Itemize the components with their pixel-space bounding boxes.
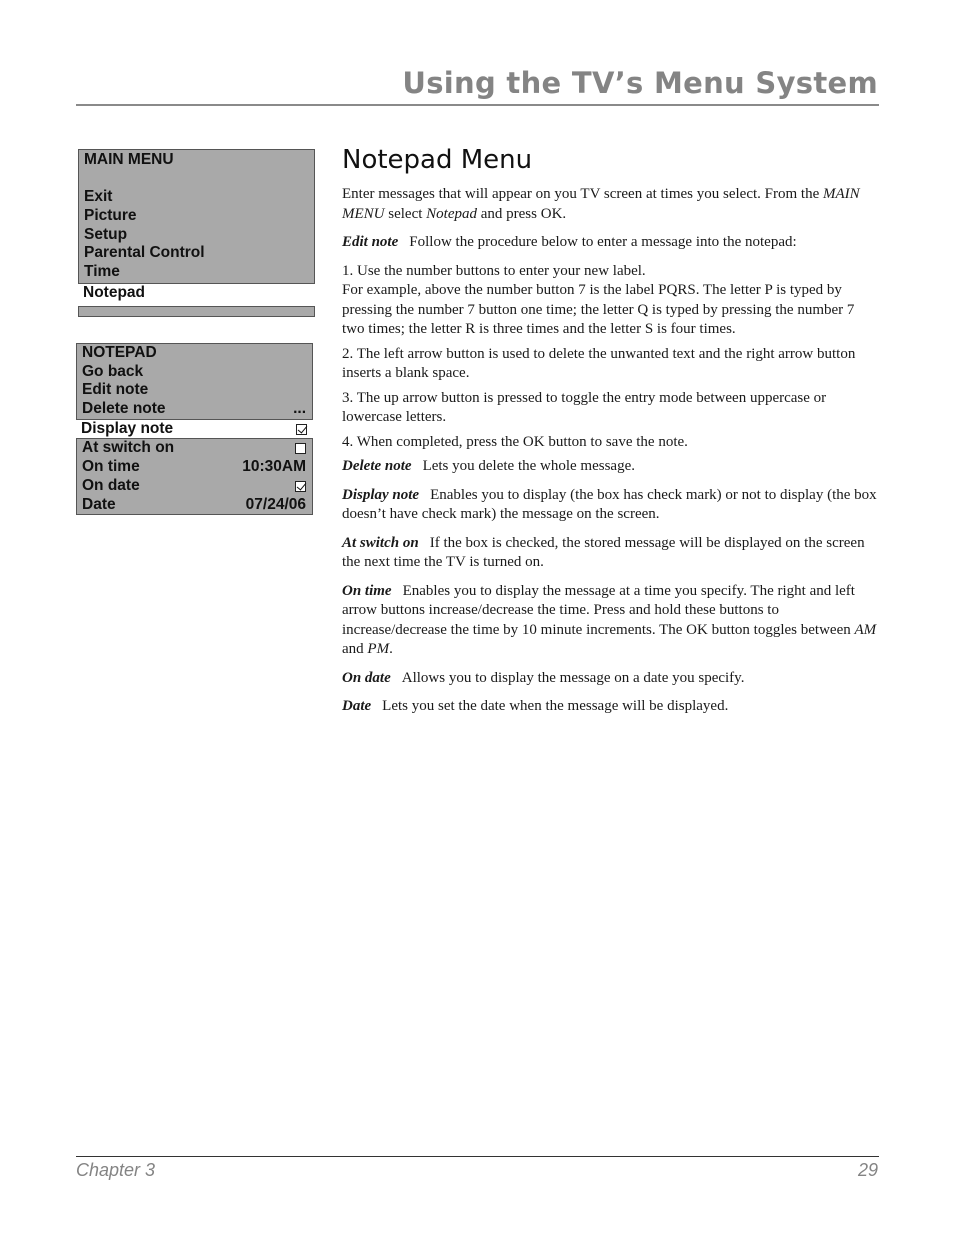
main-menu-item-parental-control[interactable]: Parental Control: [84, 244, 205, 262]
section-title: Notepad Menu: [342, 145, 533, 175]
date-value: 07/24/06: [245, 495, 306, 513]
main-menu-panel: [78, 149, 315, 317]
step-2: 2. The left arrow button is used to delete the unwanted text and the right arrow button inserts a blank space.: [342, 345, 856, 381]
notepad-item-edit-note[interactable]: Edit note: [82, 381, 149, 399]
main-menu-item-picture[interactable]: Picture: [84, 207, 137, 225]
delete-note-entry: Delete note Lets you delete the whole message.: [342, 458, 635, 474]
checkbox-checked-icon[interactable]: [296, 424, 307, 435]
footer-page-number: 29: [857, 1160, 878, 1180]
notepad-menu-panel: [76, 343, 313, 515]
notepad-menu-section: [342, 143, 880, 726]
step-1: 1. Use the number buttons to enter your new label. For example, above the number button 7 is the label PQRS. The letter P is typed by pressing the number 7 button one time; the letter Q is typed by pressing the number 7 two times; the letter R is three times and the letter S is four times.: [342, 262, 855, 337]
main-menu-bottom-bar: [78, 306, 315, 317]
footer-rule: [76, 1156, 879, 1157]
date-entry: Date Lets you set the date when the message will be displayed.: [342, 698, 729, 714]
step-4: 4. When completed, press the OK button to save the note.: [342, 433, 688, 450]
notepad-option-on-date[interactable]: On date: [77, 477, 312, 496]
main-menu-item-notepad-selected[interactable]: Notepad: [78, 284, 315, 303]
checkbox-unchecked-icon[interactable]: [295, 443, 306, 454]
on-time-entry: On time Enables you to display the message at a time you specify. The right and left arrow buttons increase/decrease the time. Press and hold these buttons to increase/decrease the time by 10 minute increments. The OK button toggles between AM and PM.: [342, 582, 877, 657]
page-header-title: Using the TV’s Menu System: [402, 66, 878, 100]
notepad-item-go-back[interactable]: Go back: [82, 362, 144, 380]
on-date-entry: On date Allows you to display the message on a date you specify.: [342, 669, 745, 686]
main-menu-box: [78, 149, 315, 284]
header-rule: [76, 104, 879, 106]
notepad-menu-options-box: [76, 438, 313, 515]
notepad-menu-title: NOTEPAD: [82, 344, 157, 361]
notepad-option-on-time[interactable]: On time 10:30AM: [82, 458, 306, 476]
at-switch-on-entry: At switch on If the box is checked, the stored message will be displayed on the screen the next time the TV is turned on.: [342, 534, 865, 570]
notepad-item-delete-note[interactable]: Delete note ...: [82, 400, 306, 418]
main-menu-item-time[interactable]: Time: [84, 263, 120, 281]
intro-paragraph: Enter messages that will appear on you TV screen at times you select. From the MAIN MENU select Notepad and press OK.: [342, 186, 860, 222]
notepad-menu-top-box: [76, 343, 313, 420]
notepad-option-date[interactable]: Date 07/24/06: [82, 495, 306, 513]
main-menu-item-setup[interactable]: Setup: [84, 225, 128, 243]
delete-note-ellipsis: ...: [293, 400, 306, 418]
checkbox-checked-icon[interactable]: [295, 481, 306, 492]
main-menu-item-exit[interactable]: Exit: [84, 188, 113, 206]
step-3: 3. The up arrow button is pressed to toggle the entry mode between uppercase or lowercase letters.: [342, 389, 827, 425]
footer-chapter: Chapter 3: [76, 1160, 156, 1180]
notepad-option-at-switch-on[interactable]: At switch on: [77, 439, 312, 458]
edit-note-entry: Edit note Follow the procedure below to enter a message into the notepad:: [342, 234, 797, 250]
main-menu-title: MAIN MENU: [84, 151, 174, 168]
display-note-entry: Display note Enables you to display (the box has check mark) or not to display (the box doesn’t have check mark) the message on the screen.: [342, 486, 877, 522]
notepad-item-display-note-selected[interactable]: Display note: [76, 420, 313, 439]
on-time-value: 10:30AM: [242, 458, 306, 476]
